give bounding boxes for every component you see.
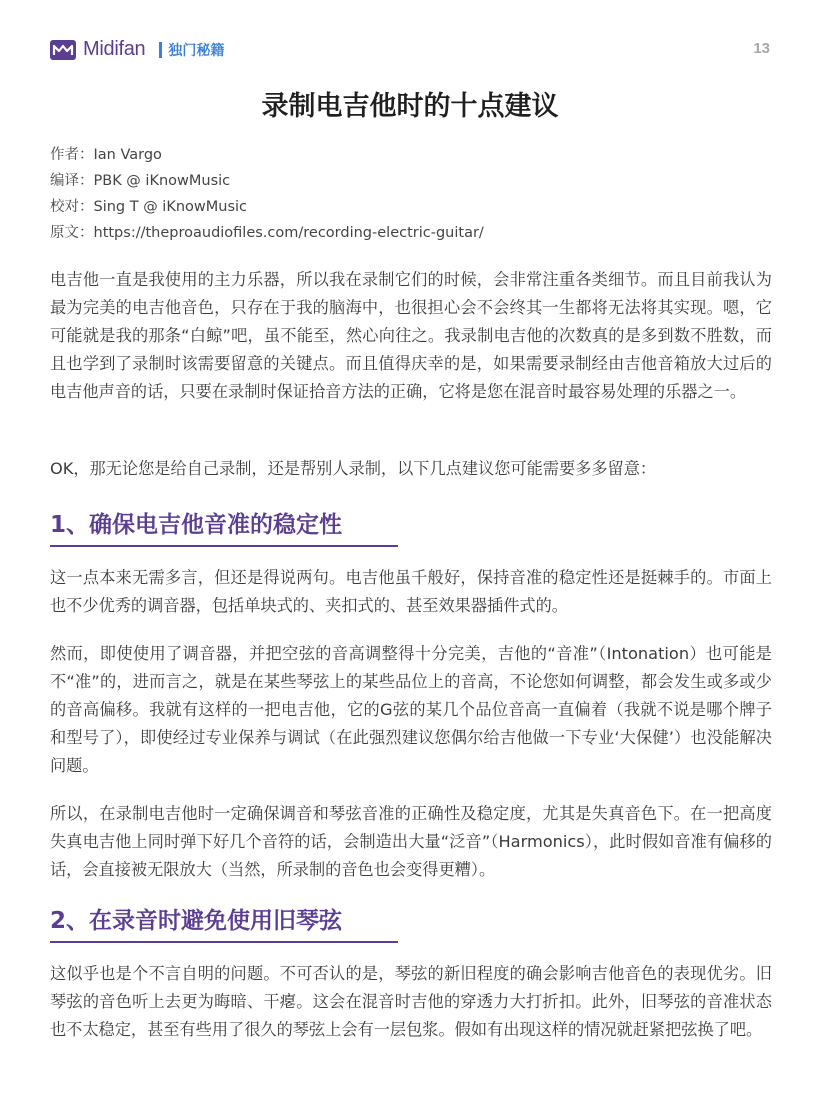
section-2-rule	[50, 941, 398, 943]
section-1-paragraph-3: 所以，在录制电吉他时一定确保调音和琴弦音准的正确性及稳定度，尤其是失真音色下。在一把高度失真电吉他上同时弹下好几个音符的话，会制造出大量“泛音”（Harmonics），此时假如音准有偏移的话，会直接被无限放大（当然，所录制的音色也会变得更糟）。	[50, 804, 772, 879]
meta-source: 原文：https://theproaudiofiles.com/recording-electric-guitar/	[50, 225, 484, 241]
header-divider	[159, 42, 162, 58]
section-1-rule	[50, 545, 398, 547]
section-1-heading: 1、确保电吉他音准的稳定性	[50, 512, 343, 538]
section-tag: 独门秘籍	[168, 42, 225, 59]
page-number: 13	[753, 40, 770, 57]
intro-paragraph-2: OK，那无论您是给自己录制，还是帮别人录制，以下几点建议您可能需要多多留意：	[50, 459, 657, 478]
section-1-paragraph-2: 然而，即使使用了调音器，并把空弦的音高调整得十分完美，吉他的“音准”（Intonation）也可能是不“准”的，进而言之，就是在某些琴弦上的某些品位上的音高，不论您如何调整，都会发生或多或少的音高偏移。我就有这样的一把电吉他，它的G弦的某几个品位音高一直偏着（我就不说是哪个牌子和型号了），即使经过专业保养与调试（在此强烈建议您偶尔给吉他做一下专业‘大保健’）也没能解决问题。	[50, 644, 772, 775]
article-title: 录制电吉他时的十点建议	[261, 91, 559, 122]
article-meta	[50, 142, 770, 246]
section-2-paragraph-1: 这似乎也是个不言自明的问题。不可否认的是，琴弦的新旧程度的确会影响吉他音色的表现优劣。旧琴弦的音色听上去更为晦暗、干瘪。这会在混音时吉他的穿透力大打折扣。此外，旧琴弦的音准状态也不太稳定，甚至有些用了很久的琴弦上会有一层包浆。假如有出现这样的情况就赶紧把弦换了吧。	[50, 964, 772, 1039]
meta-author: 作者：Ian Vargo	[50, 147, 162, 163]
section-1-paragraph-1: 这一点本来无需多言，但还是得说两句。电吉他虽千般好，保持音准的稳定性还是挺棘手的。市面上也不少优秀的调音器，包括单块式的、夹扣式的、甚至效果器插件式的。	[50, 568, 772, 615]
section-2-heading: 2、在录音时避免使用旧琴弦	[50, 908, 343, 934]
meta-proofreader: 校对：Sing T @ iKnowMusic	[50, 199, 248, 215]
midifan-logo-icon	[50, 40, 76, 60]
intro-paragraph-1: 电吉他一直是我使用的主力乐器，所以我在录制它们的时候，会非常注重各类细节。而且目前我认为最为完美的电吉他音色，只存在于我的脑海中，也很担心会不会终其一生都将无法将其实现。嗯，它可能就是我的那条“白鲸”吧，虽不能至，然心向往之。我录制电吉他的次数真的是多到数不胜数，而且也学到了录制时该需要留意的关键点。而且值得庆幸的是，如果需要录制经由吉他音箱放大过后的电吉他声音的话，只要在录制时保证拾音方法的正确，它将是您在混音时最容易处理的乐器之一。	[50, 270, 772, 401]
brand-logo	[50, 38, 224, 61]
brand-name: Midifan	[83, 38, 146, 60]
page-header	[50, 38, 770, 62]
meta-translator: 编译：PBK @ iKnowMusic	[50, 173, 231, 189]
